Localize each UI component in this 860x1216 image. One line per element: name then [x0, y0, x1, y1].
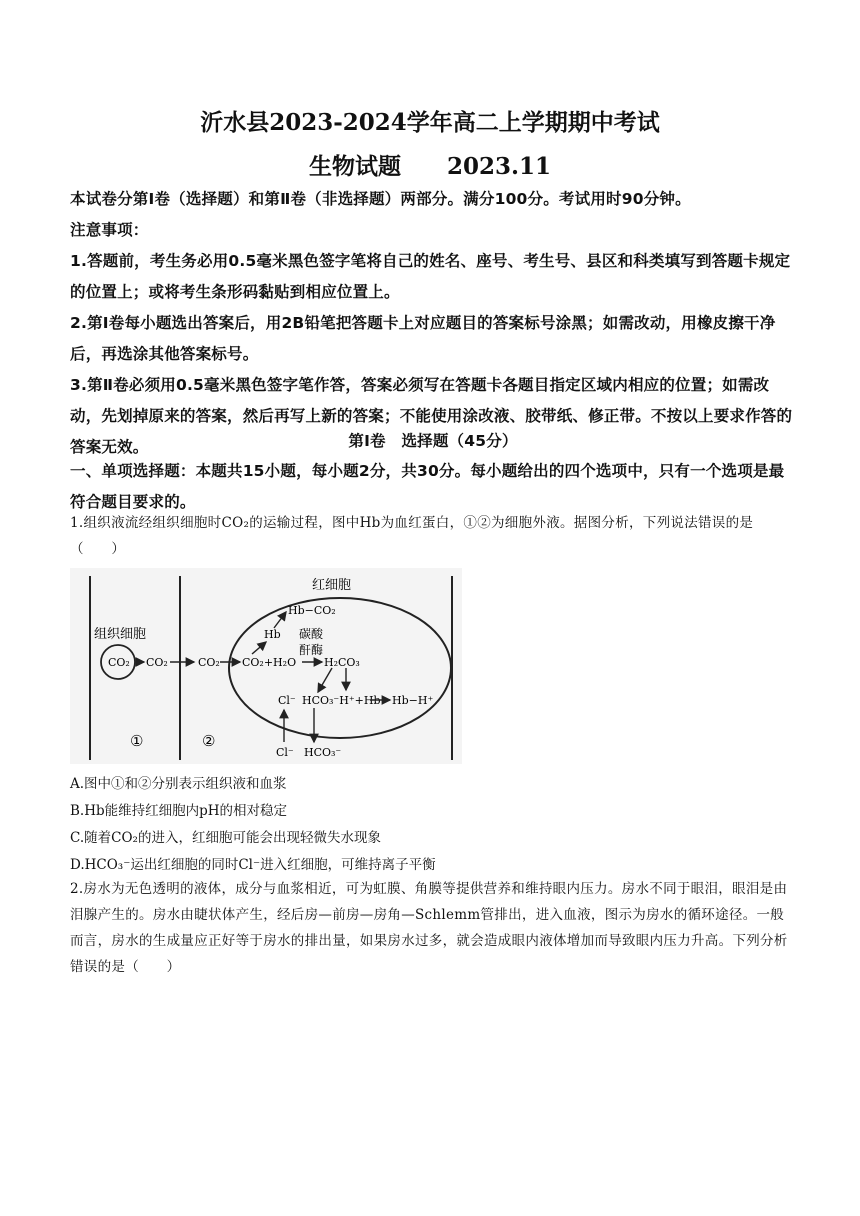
label-red-cell: 红细胞: [312, 578, 352, 593]
label-hb-co2: Hb−CO₂: [288, 604, 336, 617]
question-1-option-b: B.Hb能维持红细胞内pH的相对稳定: [70, 803, 288, 819]
instructions: [70, 184, 796, 463]
label-fluid-2: ②: [202, 732, 216, 750]
section-heading: 第Ⅰ卷 选择题（45分）: [348, 432, 518, 450]
label-fluid-1: ①: [130, 732, 144, 750]
label-hco3-outside: HCO₃⁻: [304, 746, 342, 759]
notice-item-2: 2.第Ⅰ卷每小题选出答案后，用2B铅笔把答题卡上对应题目的答案标号涂黑；如需改动，用橡皮擦干净后，再选涂其他答案标号。: [70, 314, 776, 363]
question-1-stem: 1.组织液流经组织细胞时CO₂的运输过程，图中Hb为血红蛋白，①②为细胞外液。据图分析，下列说法错误的是（ ）: [70, 515, 754, 557]
label-co2-h2o: CO₂+H₂O: [242, 656, 297, 669]
exam-subtitle: [0, 148, 860, 181]
exam-date: 2023.11: [446, 153, 552, 180]
exam-title: 沂水县2023-2024学年高二上学期期中考试: [200, 109, 660, 136]
label-co2-inside: CO₂: [108, 656, 130, 669]
part-heading: 一、单项选择题：本题共15小题，每小题2分，共30分。每小题给出的四个选项中，只有一个选项是最符合题目要求的。: [70, 462, 785, 511]
notice-item-3: 3.第Ⅱ卷必须用0.5毫米黑色签字笔作答，答案必须写在答题卡各题目指定区域内相应的位置；如需改动，先划掉原来的答案，然后再写上新的答案；不能使用涂改液、胶带纸、修正带。不按以上要求作答的答案无效。: [70, 376, 793, 456]
label-co2-tissue: CO₂: [146, 656, 168, 669]
label-hco3-h-hb: HCO₃⁻H⁺+Hb: [302, 694, 381, 707]
arrow-hb-to-hbco2: [274, 612, 286, 628]
label-h2co3: H₂CO₃: [324, 656, 360, 669]
label-cl-outside: Cl⁻: [276, 746, 294, 759]
arrow-co2-to-hb: [252, 642, 266, 654]
co2-transport-diagram: [70, 568, 462, 764]
instructions-intro: 本试卷分第Ⅰ卷（选择题）和第Ⅱ卷（非选择题）两部分。满分100分。考试用时90分钟。: [70, 190, 691, 208]
label-hb-h: Hb−H⁺: [392, 694, 434, 707]
question-1-option-d: D.HCO₃⁻运出红细胞的同时Cl⁻进入红细胞，可维持离子平衡: [70, 857, 436, 873]
question-1-option-c: C.随着CO₂的进入，红细胞可能会出现轻微失水现象: [70, 830, 381, 846]
label-hb: Hb: [264, 628, 281, 641]
notice-item-1: 1.答题前，考生务必用0.5毫米黑色签字笔将自己的姓名、座号、考生号、县区和科类填写到答题卡规定的位置上；或将考生条形码黏贴到相应位置上。: [70, 252, 791, 301]
arrow-h2co3-to-hco3: [318, 668, 332, 692]
label-enzyme-line2: 酐酶: [299, 643, 324, 657]
label-tissue-cell: 组织细胞: [94, 627, 147, 642]
diagram-svg: [70, 568, 462, 764]
question-1-option-a: A.图中①和②分别表示组织液和血浆: [70, 776, 287, 792]
label-co2-fluid: CO₂: [198, 656, 220, 669]
question-2-stem: 2.房水为无色透明的液体，成分与血浆相近，可为虹膜、角膜等提供营养和维持眼内压力。房水不同于眼泪，眼泪是由泪腺产生的。房水由睫状体产生，经后房—前房—房角—Schlemm管排出，进入血液，图示为房水的循环途径。一般而言，房水的生成量应正好等于房水的排出量，如果房水过多，就会造成眼内液体增加而导致眼内压力升高。下列分析错误的是（ ）: [70, 881, 788, 975]
subject-name: 生物试题: [308, 153, 401, 180]
label-cl-inside: Cl⁻: [278, 694, 296, 707]
label-enzyme-line1: 碳酸: [299, 627, 324, 641]
notice-label: 注意事项：: [70, 221, 149, 239]
